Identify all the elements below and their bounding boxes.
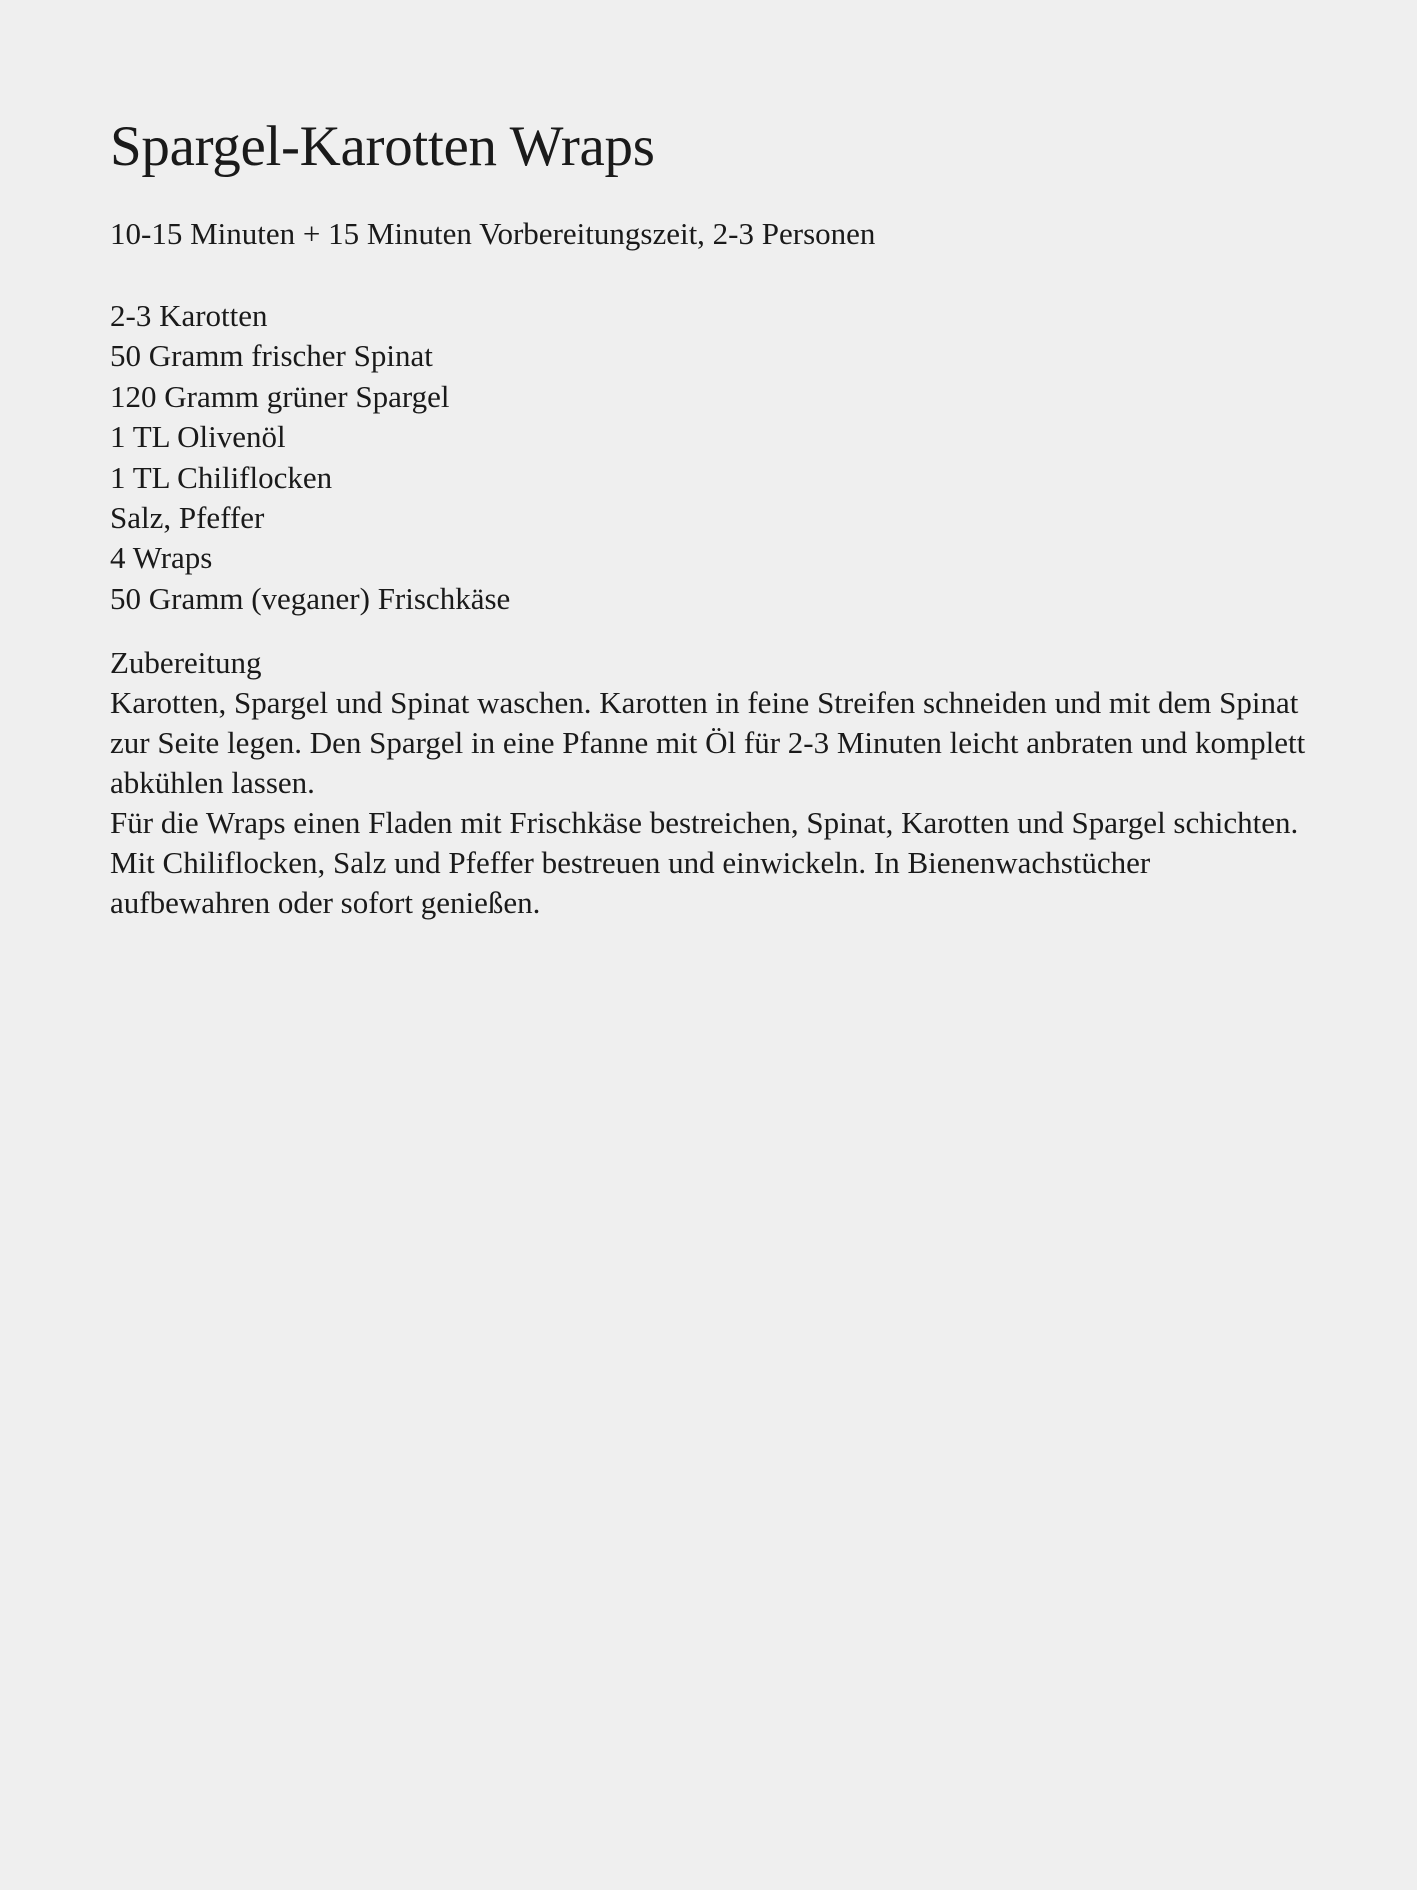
recipe-time-servings: 10-15 Minuten + 15 Minuten Vorbereitungszeit, 2-3 Personen (110, 216, 876, 251)
ingredient-item: 50 Gramm (veganer) Frischkäse (110, 580, 511, 616)
preparation-heading: Zubereitung (110, 645, 262, 681)
ingredient-item: 50 Gramm frischer Spinat (110, 338, 433, 374)
ingredient-list (110, 296, 1317, 619)
ingredient-item: 120 Gramm grüner Spargel (110, 378, 450, 414)
recipe-title: Spargel-Karotten Wraps (110, 115, 655, 178)
ingredient-item: 1 TL Chiliflocken (110, 459, 333, 495)
preparation-paragraph: Für die Wraps einen Fladen mit Frischkäse bestreichen, Spinat, Karotten und Spargel schichten. Mit Chiliflocken, Salz und Pfeffer bestreuen und einwickeln. In Bienenwachstücher aufbewahren oder sofort genießen. (110, 805, 1299, 921)
ingredient-item: 4 Wraps (110, 540, 213, 576)
ingredient-item: 2-3 Karotten (110, 298, 268, 333)
preparation-paragraph: Karotten, Spargel und Spinat waschen. Karotten in feine Streifen schneiden und mit dem Spinat zur Seite legen. Den Spargel in eine Pfanne mit Öl für 2-3 Minuten leicht anbraten und komplett abkühlen lassen. (110, 685, 1306, 801)
ingredient-item: 1 TL Olivenöl (110, 419, 286, 455)
ingredient-item: Salz, Pfeffer (110, 500, 265, 536)
